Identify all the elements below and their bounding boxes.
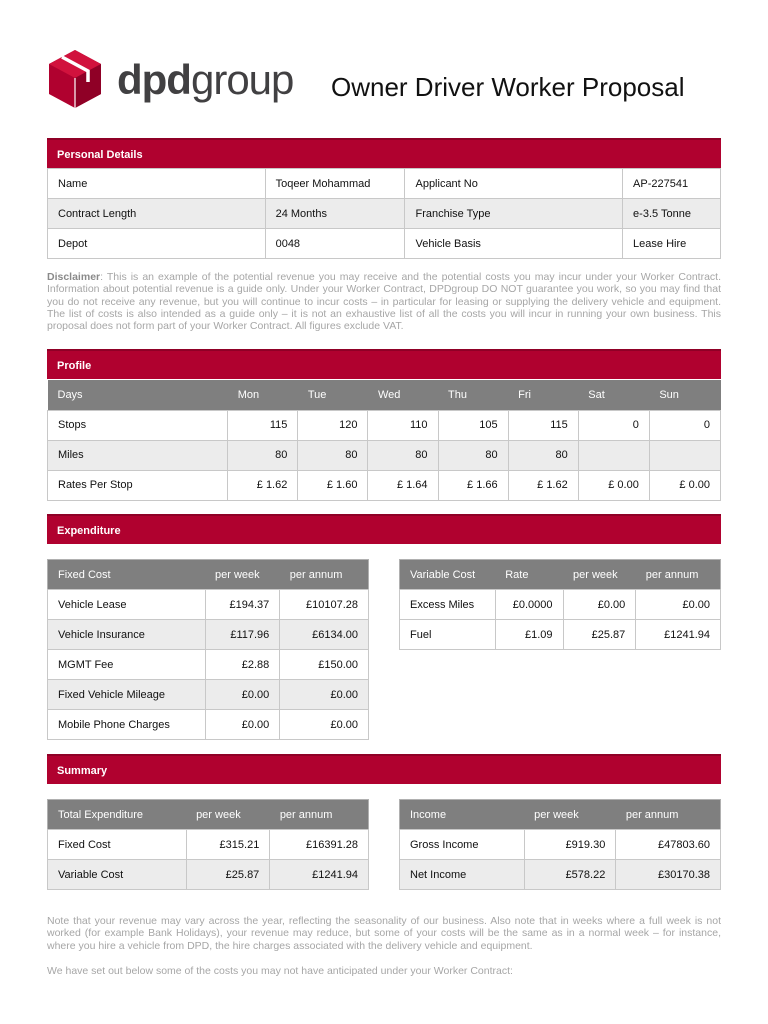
table-row [400,860,721,890]
field-value: Toqeer Mohammad [265,169,405,199]
column-header: per annum [270,800,369,830]
page-title: Owner Driver Worker Proposal [331,72,685,102]
cell-value: £ 1.66 [438,470,508,500]
cell-value: £ 0.00 [649,470,720,500]
row-label: Fuel [400,620,496,650]
cell-value: 105 [438,410,508,440]
column-header: per week [524,800,616,830]
cell-value: 0 [649,410,720,440]
cell-value: £25.87 [186,860,270,890]
table-row [48,440,721,470]
row-label: Net Income [400,860,525,890]
field-label: Franchise Type [405,199,623,229]
cell-value: £0.0000 [495,590,563,620]
income-table [399,799,721,890]
table-row [48,860,369,890]
table-header-row [48,800,369,830]
table-row [48,680,369,710]
row-label: Gross Income [400,830,525,860]
cell-value: £47803.60 [616,830,721,860]
row-label: Mobile Phone Charges [48,710,206,740]
table-row [48,830,369,860]
cell-value: 80 [228,440,298,470]
column-header: Days [48,380,228,410]
cell-value: £25.87 [563,620,636,650]
dpd-cube-logo-icon [47,48,103,110]
cell-value: £150.00 [280,650,369,680]
profile-table [47,380,721,501]
row-label: Miles [48,440,228,470]
row-label: Fixed Cost [48,830,187,860]
table-row [48,169,721,199]
cell-value: £16391.28 [270,830,369,860]
field-label: Name [48,169,266,199]
field-value: AP-227541 [623,169,721,199]
column-header: per week [186,800,270,830]
cell-value: £0.00 [205,680,280,710]
field-label: Contract Length [48,199,266,229]
cell-value: £ 1.64 [368,470,438,500]
field-value: Lease Hire [623,229,721,259]
personal-details-table [47,168,721,259]
table-header-row [48,560,369,590]
cell-value: £ 1.62 [508,470,578,500]
disclaimer-text [47,271,721,332]
cell-value [578,440,649,470]
cell-value: 80 [508,440,578,470]
column-header: Sat [578,380,649,410]
cell-value: £0.00 [280,710,369,740]
table-header-row [48,380,721,410]
disclaimer-label: Disclaimer [47,271,101,283]
page-header [47,44,721,114]
row-label: Excess Miles [400,590,496,620]
personal-details-heading: Personal Details [47,138,721,168]
cell-value: 115 [228,410,298,440]
cell-value: 115 [508,410,578,440]
cell-value: 80 [438,440,508,470]
field-label: Vehicle Basis [405,229,623,259]
field-value: 0048 [265,229,405,259]
cell-value: 0 [578,410,649,440]
column-header: per week [563,560,636,590]
table-row [400,830,721,860]
costs-intro-note: We have set out below some of the costs you may not have anticipated under your Worker Contract: [47,965,513,977]
cell-value: 80 [368,440,438,470]
column-header: Thu [438,380,508,410]
column-header: per week [205,560,280,590]
cell-value: £2.88 [205,650,280,680]
cell-value: £ 0.00 [578,470,649,500]
cell-value: £30170.38 [616,860,721,890]
table-row [48,229,721,259]
column-header: Variable Cost [400,560,496,590]
column-header: Tue [298,380,368,410]
cell-value: 120 [298,410,368,440]
cell-value: £0.00 [563,590,636,620]
cell-value [649,440,720,470]
summary-heading: Summary [47,754,721,784]
column-header: per annum [636,560,721,590]
row-label: Vehicle Insurance [48,620,206,650]
field-value: e-3.5 Tonne [623,199,721,229]
variable-cost-table [399,559,721,650]
column-header: Sun [649,380,720,410]
column-header: per annum [280,560,369,590]
table-row [48,620,369,650]
cell-value: £0.00 [205,710,280,740]
field-label: Applicant No [405,169,623,199]
table-row [400,620,721,650]
profile-heading: Profile [47,349,721,379]
expenditure-heading: Expenditure [47,514,721,544]
column-header: Total Expenditure [48,800,187,830]
fixed-cost-table [47,559,369,740]
cell-value: £6134.00 [280,620,369,650]
cell-value: £919.30 [524,830,616,860]
column-header: Income [400,800,525,830]
disclaimer-body: : This is an example of the potential revenue you may receive and the potential costs you may incur under your Worker Contract. Information about potential revenue is a guide only. Under your Worker Contract, DPDgroup DO NOT guarantee you work, so you may find that you do not receive any revenue, but you will continue to incur costs – in particular for leasing or supplying the delivery vehicle and equipment. The list of costs is also intended as a guide only – it is not an exhaustive list of all the costs you will incur in running your own business. This proposal does not form part of your Worker Contract. All figures exclude VAT. [47,271,721,333]
cell-value: £10107.28 [280,590,369,620]
row-label: Rates Per Stop [48,470,228,500]
table-header-row [400,800,721,830]
row-label: Stops [48,410,228,440]
table-row [400,590,721,620]
cell-value: £194.37 [205,590,280,620]
cell-value: £1241.94 [636,620,721,650]
table-row [48,650,369,680]
column-header: per annum [616,800,721,830]
column-header: Wed [368,380,438,410]
column-header: Fri [508,380,578,410]
row-label: MGMT Fee [48,650,206,680]
table-row [48,710,369,740]
column-header: Fixed Cost [48,560,206,590]
cell-value: £315.21 [186,830,270,860]
cell-value: £ 1.60 [298,470,368,500]
cell-value: £1.09 [495,620,563,650]
table-row [48,590,369,620]
field-label: Depot [48,229,266,259]
revenue-note: Note that your revenue may vary across the year, reflecting the seasonality of our business. Also note that in weeks where a full week is not worked (for example Bank Holidays), your revenue may reduce, but some of your costs will be the same as in a normal week – for instance, where you hire a vehicle from DPD, the hire charges associated with the delivery vehicle and equipment. [47,915,721,952]
total-expenditure-table [47,799,369,890]
cell-value: £ 1.62 [228,470,298,500]
table-row [48,199,721,229]
column-header: Rate [495,560,563,590]
table-header-row [400,560,721,590]
cell-value: 110 [368,410,438,440]
row-label: Variable Cost [48,860,187,890]
cell-value: £0.00 [636,590,721,620]
row-label: Fixed Vehicle Mileage [48,680,206,710]
field-value: 24 Months [265,199,405,229]
table-row [48,410,721,440]
cell-value: £117.96 [205,620,280,650]
dpd-wordmark: dpdgroup [117,56,294,103]
table-row [48,470,721,500]
cell-value: £578.22 [524,860,616,890]
cell-value: £0.00 [280,680,369,710]
cell-value: 80 [298,440,368,470]
cell-value: £1241.94 [270,860,369,890]
row-label: Vehicle Lease [48,590,206,620]
column-header: Mon [228,380,298,410]
